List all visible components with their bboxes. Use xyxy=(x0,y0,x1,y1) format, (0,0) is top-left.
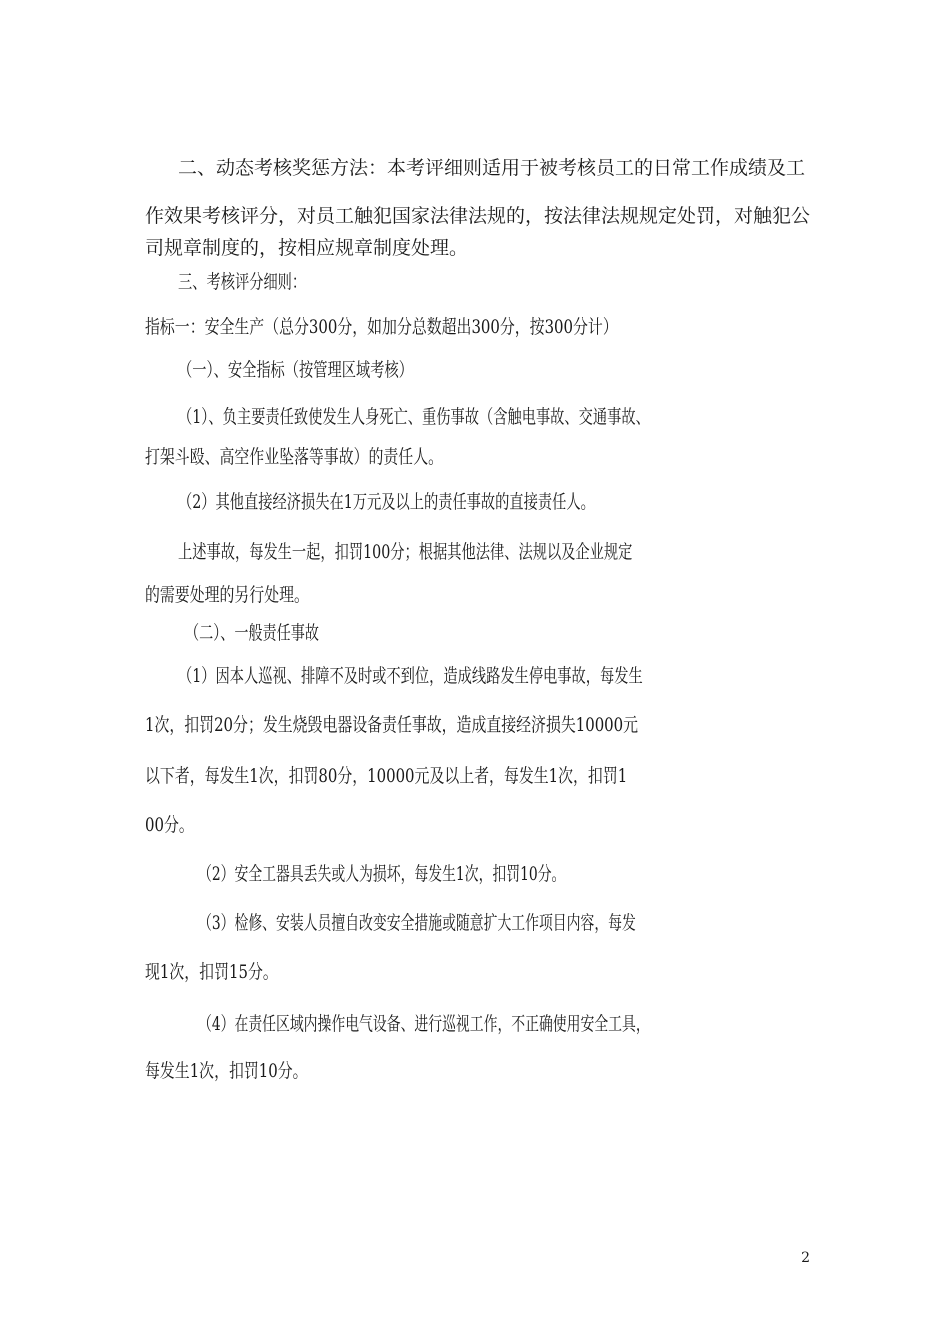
page-number: 2 xyxy=(801,1250,810,1266)
text-line: （1）、负主要责任致使发生人身死亡、重伤事故（含触电事故、交通事故、 xyxy=(178,406,650,428)
text-line: （3）检修、安装人员擅自改变安全措施或随意扩大工作项目内容，每发 xyxy=(198,912,636,934)
paragraph-item-2-economic-loss: （2）其他直接经济损失在1万元及以上的责任事故的直接责任人。 xyxy=(178,491,595,513)
text-line: 现1次，扣罚15分。 xyxy=(145,961,278,983)
text-line: 二、动态考核奖惩方法：本考评细则适用于被考核员工的日常工作成绩及工 xyxy=(178,157,806,179)
text-line: 的需要处理的另行处理。 xyxy=(145,584,309,606)
subsection-safety-indicator: （一）、安全指标（按管理区域考核） xyxy=(178,359,413,381)
text-line: 以下者，每发生1次，扣罚80分，10000元及以上者，每发生1次，扣罚1 xyxy=(145,765,628,787)
paragraph-general-item-2: （2）安全工器具丢失或人为损坏，每发生1次，扣罚10分。 xyxy=(198,863,566,885)
text-line: 00分。 xyxy=(145,814,194,836)
text-line: 打架斗殴、高空作业坠落等事故）的责任人。 xyxy=(145,446,444,468)
indicator-one-heading: 指标一：安全生产（总分300分，如加分总数超出300分，按300分计） xyxy=(145,316,618,338)
subsection-general-accident: （二）、一般责任事故 xyxy=(185,622,319,644)
text-line: 作效果考核评分，对员工触犯国家法律法规的，按法律法规规定处罚，对触犯公 xyxy=(145,205,811,227)
text-line: 上述事故，每发生一起，扣罚100分；根据其他法律、法规以及企业规定 xyxy=(178,541,633,563)
text-line: （4）在责任区域内操作电气设备、进行巡视工作，不正确使用安全工具， xyxy=(198,1013,650,1035)
text-line: 司规章制度的，按相应规章制度处理。 xyxy=(145,237,469,259)
section-heading-scoring-rules: 三、考核评分细则： xyxy=(178,271,307,293)
text-line: （1）因本人巡视、排障不及时或不到位，造成线路发生停电事故，每发生 xyxy=(178,665,643,687)
text-line: 1次，扣罚20分；发生烧毁电器设备责任事故，造成直接经济损失10000元 xyxy=(145,714,639,736)
text-line: 每发生1次，扣罚10分。 xyxy=(145,1060,308,1082)
